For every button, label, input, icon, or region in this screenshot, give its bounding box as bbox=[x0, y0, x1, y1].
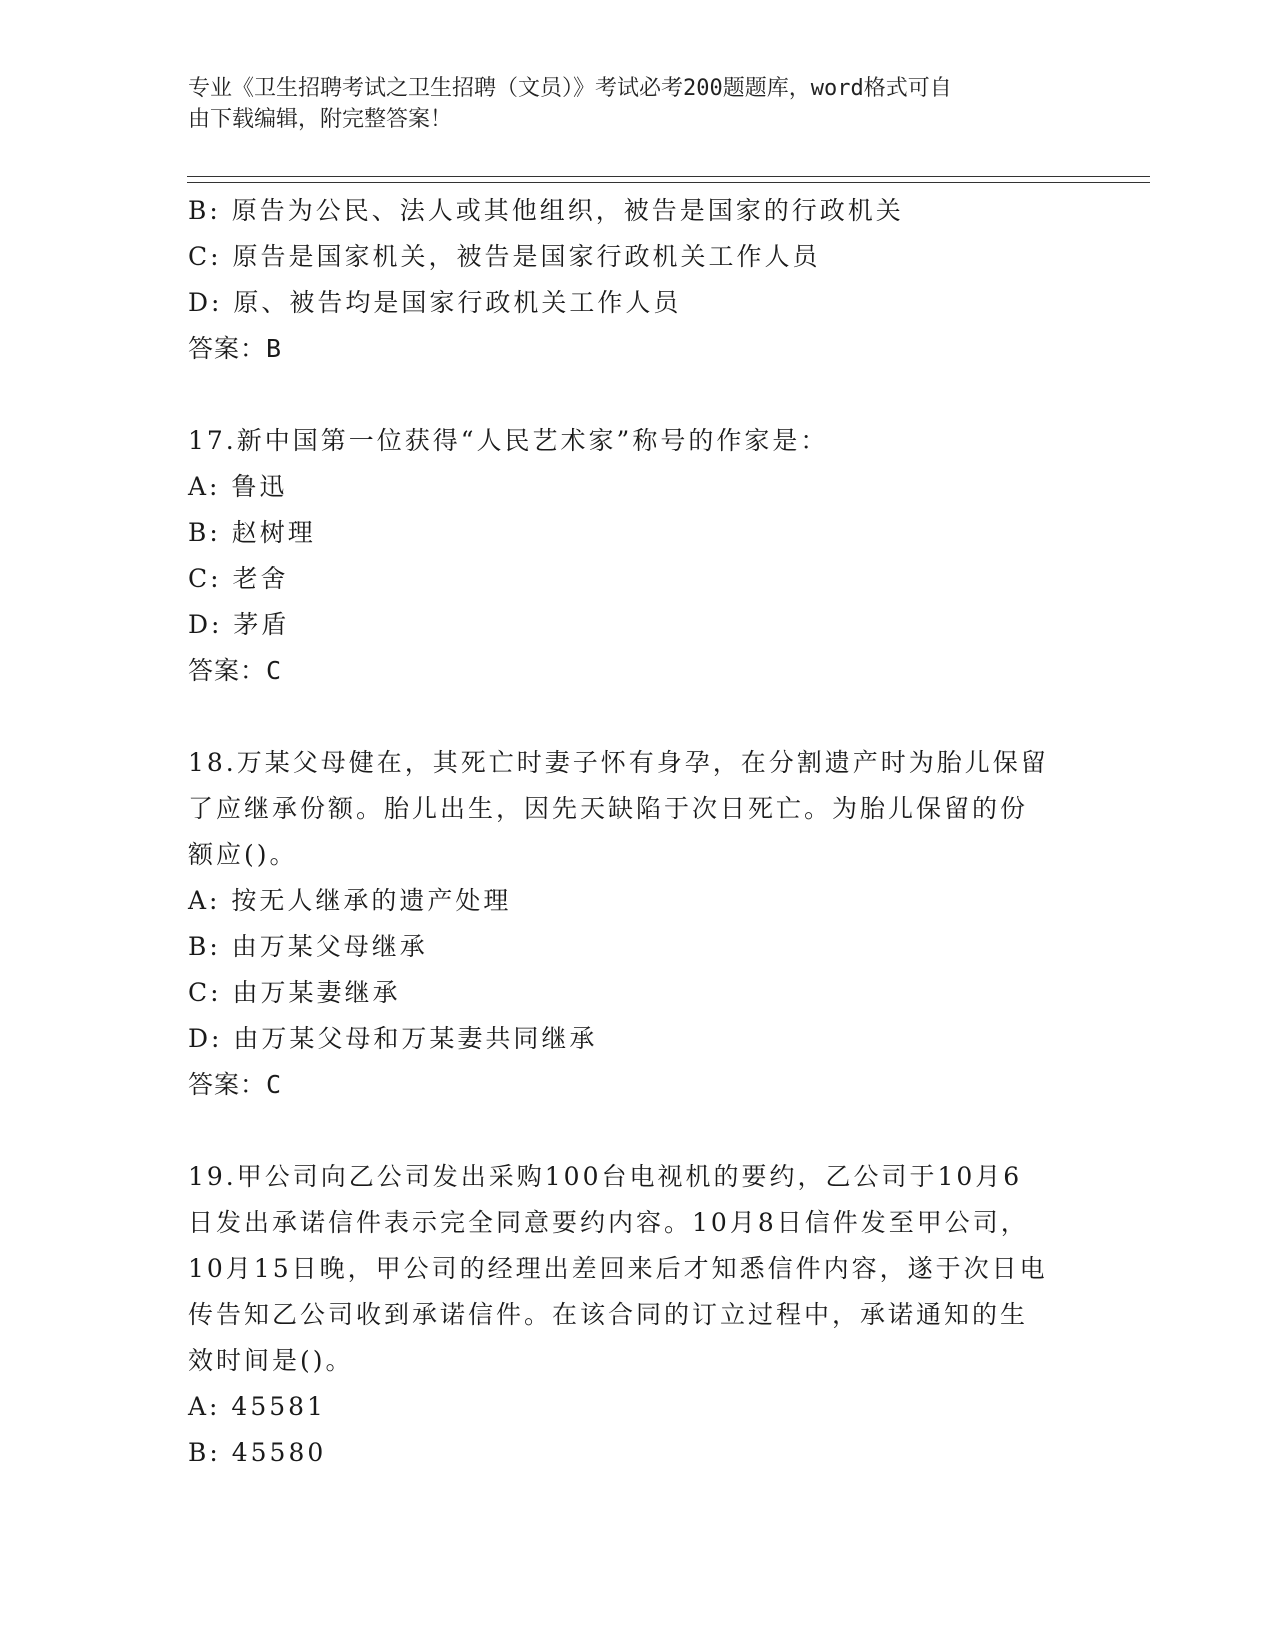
option-b: B: 由万某父母继承 bbox=[188, 932, 428, 961]
option-a: A: 按无人继承的遗产处理 bbox=[188, 886, 512, 915]
option-b: B: 原告为公民、法人或其他组织，被告是国家的行政机关 bbox=[188, 196, 904, 225]
question-text-line-3: 10月15日晚，甲公司的经理出差回来后才知悉信件内容，遂于次日电 bbox=[188, 1254, 1048, 1283]
header-divider-bottom bbox=[187, 182, 1150, 183]
header-divider-top bbox=[187, 176, 1150, 177]
question-list bbox=[188, 188, 1108, 1476]
option-b: B: 45580 bbox=[188, 1438, 327, 1467]
answer-line bbox=[188, 1062, 1108, 1108]
option-d: D: 原、被告均是国家行政机关工作人员 bbox=[188, 288, 682, 317]
option-d: D: 由万某父母和万某妻共同继承 bbox=[188, 1024, 598, 1053]
option-c: C: 由万某妻继承 bbox=[188, 978, 401, 1007]
question-19 bbox=[188, 1154, 1108, 1476]
question-17 bbox=[188, 418, 1108, 694]
option-a: A: 45581 bbox=[188, 1392, 326, 1421]
question-18 bbox=[188, 740, 1108, 1108]
option-d: D: 茅盾 bbox=[188, 610, 290, 639]
question-text-line-2: 日发出承诺信件表示完全同意要约内容。10月8日信件发至甲公司， bbox=[188, 1208, 1029, 1237]
question-text-line-3: 额应()。 bbox=[188, 840, 298, 869]
answer-line bbox=[188, 648, 1108, 694]
option-b: B: 赵树理 bbox=[188, 518, 316, 547]
answer-value: C bbox=[266, 656, 283, 685]
option-c: C: 老舍 bbox=[188, 564, 289, 593]
document-header bbox=[188, 73, 1088, 135]
header-line-2: 由下载编辑，附完整答案！ bbox=[188, 107, 453, 132]
answer-line bbox=[188, 326, 1108, 372]
question-text-line-4: 传告知乙公司收到承诺信件。在该合同的订立过程中，承诺通知的生 bbox=[188, 1300, 1029, 1329]
option-a: A: 鲁迅 bbox=[188, 472, 288, 501]
question-16-continued bbox=[188, 188, 1108, 372]
header-line-1: 专业《卫生招聘考试之卫生招聘（文员）》考试必考200题题库，word格式可自 bbox=[188, 76, 952, 101]
question-text-line-1: 19.甲公司向乙公司发出采购100台电视机的要约，乙公司于10月6 bbox=[188, 1162, 1023, 1191]
question-text: 17.新中国第一位获得“人民艺术家”称号的作家是： bbox=[188, 426, 829, 455]
question-text-line-5: 效时间是()。 bbox=[188, 1346, 354, 1375]
answer-label: 答案： bbox=[188, 656, 267, 685]
question-text-line-2: 了应继承份额。胎儿出生，因先天缺陷于次日死亡。为胎儿保留的份 bbox=[188, 794, 1029, 823]
answer-value: B bbox=[266, 334, 283, 363]
option-c: C: 原告是国家机关，被告是国家行政机关工作人员 bbox=[188, 242, 821, 271]
answer-label: 答案： bbox=[188, 1070, 267, 1099]
answer-label: 答案： bbox=[188, 334, 267, 363]
answer-value: C bbox=[266, 1070, 283, 1099]
question-text-line-1: 18.万某父母健在，其死亡时妻子怀有身孕，在分割遗产时为胎儿保留 bbox=[188, 748, 1049, 777]
